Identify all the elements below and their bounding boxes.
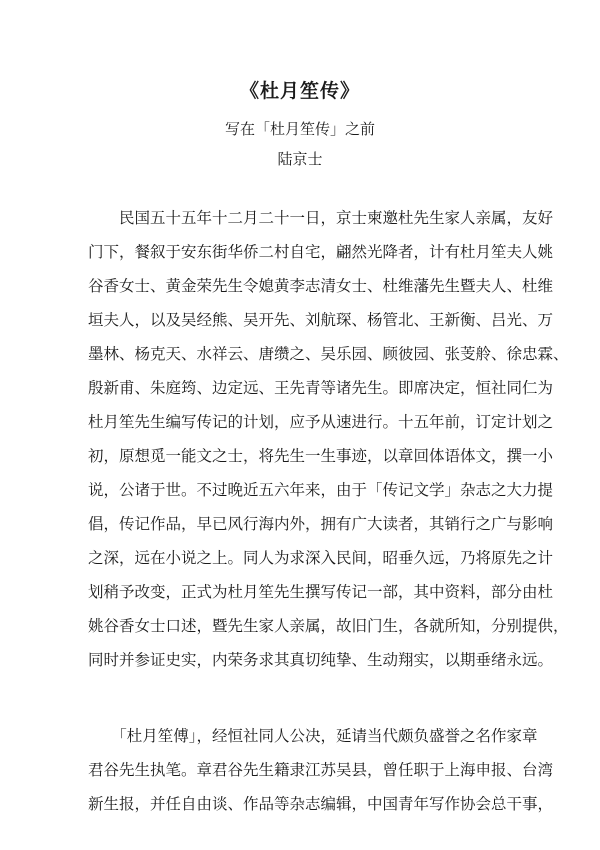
paragraph-line: 新生报，并任自由谈、作品等杂志编辑，中国青年写作协会总干事，	[88, 795, 554, 813]
paragraph-line: 君谷先生执笔。章君谷先生籍隶江苏吴县，曾任职于上海申报、台湾	[88, 761, 554, 779]
paragraph-line: 门下，餐叙于安东街华侨二村自宅，翩然光降者，计有杜月笙夫人姚	[88, 243, 554, 261]
paragraph-line: 姚谷香女士口述，暨先生家人亲属，故旧门生，各就所知，分别提供，	[88, 617, 569, 635]
paragraph-line: 初，原想觅一能文之士，将先生一生事迹，以章回体语体文，撰一小	[88, 447, 554, 465]
document-title: 《杜月笙传》	[239, 80, 360, 102]
document-subtitle: 写在「杜月笙传」之前	[224, 120, 375, 138]
paragraph-line: 民国五十五年十二月二十一日，京士柬邀杜先生家人亲属，友好	[88, 209, 554, 227]
paragraph-line: 说，公诸于世。不过晚近五六年来，由于「传记文学」杂志之大力提	[88, 481, 554, 499]
paragraph-line: 杜月笙先生编写传记的计划，应予从速进行。十五年前，订定计划之	[88, 413, 554, 431]
paragraph-line: 同时并参证史实，内荣务求其真切纯挚、生动翔实，以期垂绪永远。	[88, 651, 554, 669]
paragraph-line: 谷香女士、黄金荣先生令媳黄李志清女士、杜维藩先生暨夫人、杜维	[88, 277, 554, 295]
document-author: 陆京士	[277, 150, 323, 168]
paragraph-line: 之深，远在小说之上。同人为求深入民间，昭垂久远，乃将原先之计	[88, 549, 554, 567]
paragraph-line: 划稍予改变，正式为杜月笙先生撰写传记一部，其中资料，部分由杜	[88, 583, 554, 601]
paragraph-line: 墨林、杨克天、水祥云、唐缵之、吴乐园、顾彼园、张芰舲、徐忠霖、	[88, 345, 569, 363]
paragraph-line: 殷新甫、朱庭筠、边定远、王先青等诸先生。即席决定，恒社同仁为	[88, 379, 554, 397]
paragraph-line: 倡，传记作品，早已风行海内外，拥有广大读者，其销行之广与影响	[88, 515, 554, 533]
paragraph-line: 「杜月笙傅」，经恒社同人公决，延请当代颇负盛誉之名作家章	[88, 727, 538, 745]
paragraph-line: 垣夫人，以及吴经熊、吴开先、刘航琛、杨管北、王新衡、吕光、万	[88, 311, 554, 329]
